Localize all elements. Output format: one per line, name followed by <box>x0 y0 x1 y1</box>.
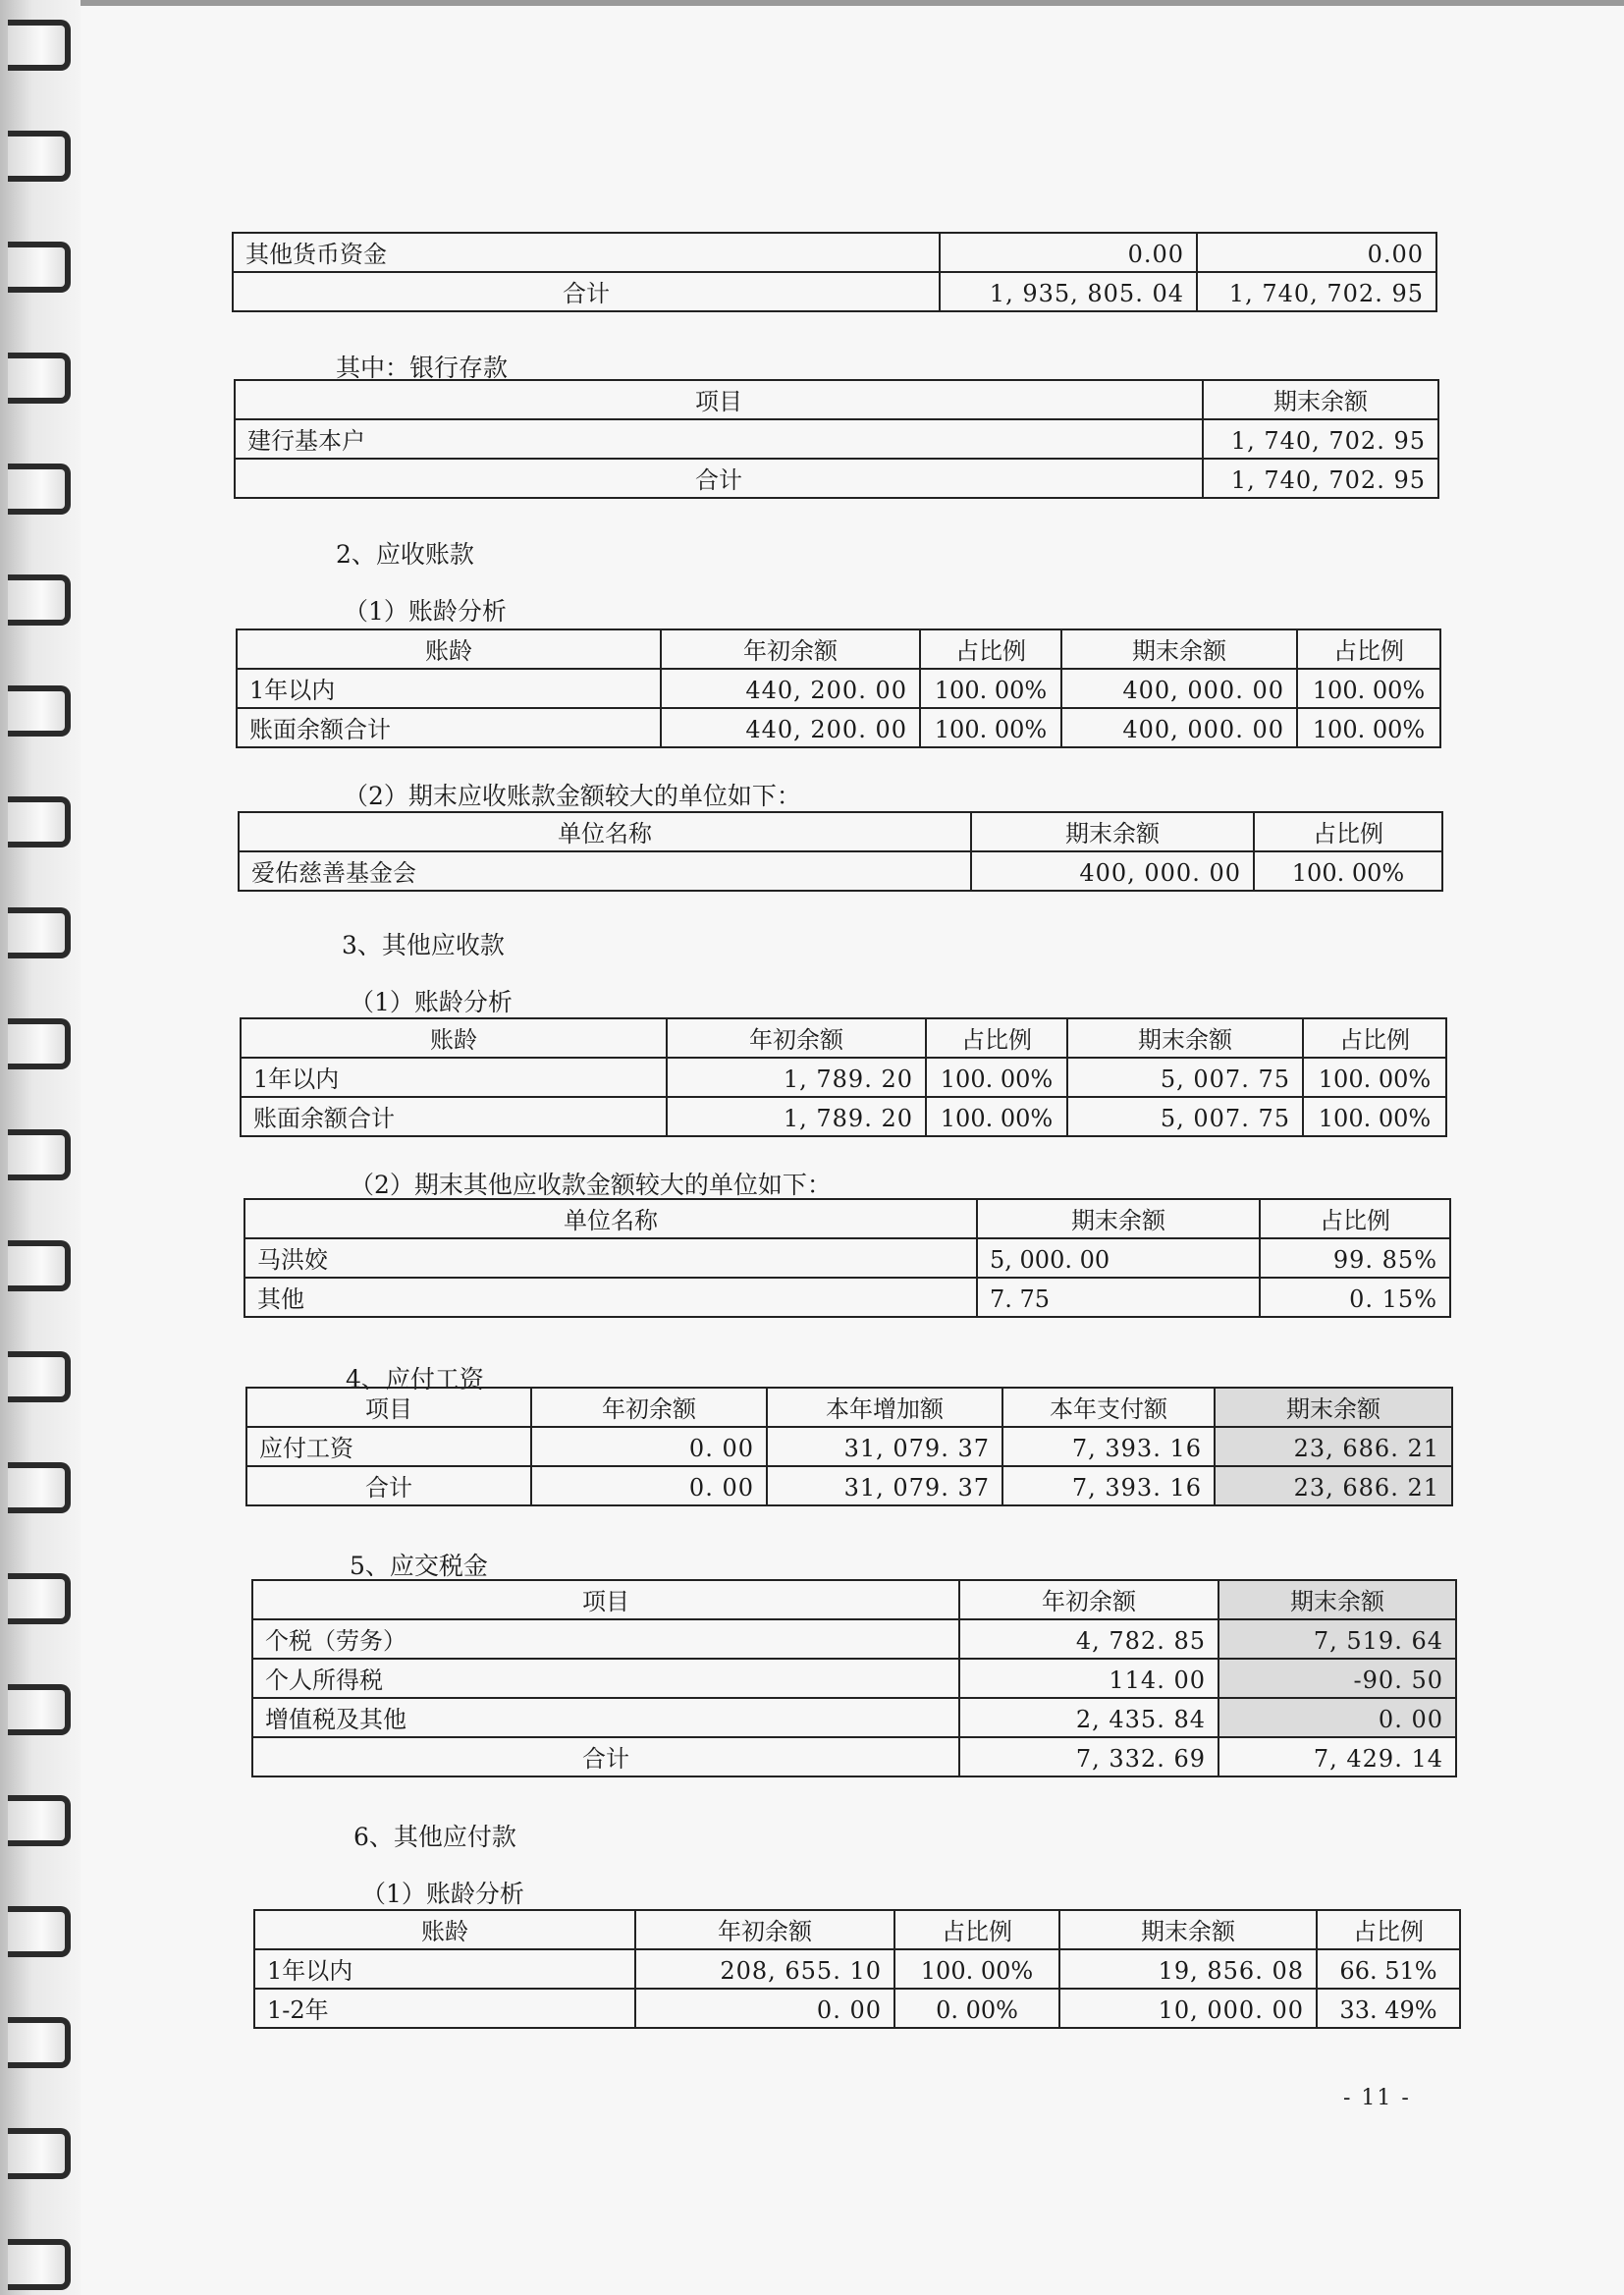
binding-ring <box>8 2017 71 2068</box>
section-title: 4、应付工资 <box>346 1365 484 1393</box>
unit-cell: 其他 <box>244 1278 977 1317</box>
table-row <box>233 233 1436 272</box>
end-pct-cell: 100. 00% <box>1297 708 1440 747</box>
begin-cell: 7, 332. 69 <box>959 1737 1218 1776</box>
pct-cell: 100. 00% <box>1254 851 1442 891</box>
paid-cell: 7, 393. 16 <box>1002 1466 1215 1505</box>
header-begin: 年初余额 <box>667 1018 926 1058</box>
subsection-caption: （2）期末应收账款金额较大的单位如下： <box>344 782 801 810</box>
begin-pct-cell: 100. 00% <box>894 1949 1059 1989</box>
begin-pct-cell: 100. 00% <box>920 708 1061 747</box>
header-item: 项目 <box>252 1580 959 1619</box>
paid-cell: 7, 393. 16 <box>1002 1427 1215 1466</box>
section-title: 5、应交税金 <box>350 1552 488 1580</box>
table-row <box>252 1737 1456 1776</box>
section-title: 3、其他应收款 <box>342 931 505 959</box>
header-increase: 本年增加额 <box>767 1388 1002 1427</box>
binding-ring <box>8 685 71 737</box>
table-row <box>252 1659 1456 1698</box>
bank-caption: 其中：银行存款 <box>336 354 509 382</box>
end-pct-cell: 100. 00% <box>1303 1058 1446 1097</box>
item-cell: 应付工资 <box>246 1427 531 1466</box>
subsection-caption: （1）账龄分析 <box>361 1880 524 1908</box>
pct-cell: 0. 15% <box>1260 1278 1450 1317</box>
begin-cell: 440, 200. 00 <box>661 669 920 708</box>
header-begin-pct: 占比例 <box>926 1018 1067 1058</box>
section-title: 2、应收账款 <box>336 540 474 569</box>
binding-ring <box>8 2239 71 2290</box>
binding-ring <box>8 1018 71 1069</box>
table-row <box>235 459 1438 498</box>
binding-ring <box>8 1795 71 1846</box>
begin-cell: 1, 789. 20 <box>667 1097 926 1136</box>
begin-balance: 0.00 <box>940 233 1197 272</box>
binding-ring <box>8 464 71 515</box>
age-cell: 账面余额合计 <box>237 708 661 747</box>
end-cell: -90. 50 <box>1218 1659 1456 1698</box>
end-balance: 0.00 <box>1197 233 1436 272</box>
header-item: 项目 <box>235 380 1203 419</box>
table-header <box>246 1388 1452 1427</box>
row-label: 其他货币资金 <box>233 233 940 272</box>
header-age: 账龄 <box>254 1910 635 1949</box>
header-pct: 占比例 <box>1260 1199 1450 1238</box>
end-cell: 7, 519. 64 <box>1218 1619 1456 1659</box>
header-begin: 年初余额 <box>661 629 920 669</box>
item-cell: 个税（劳务） <box>252 1619 959 1659</box>
begin-pct-cell: 100. 00% <box>926 1097 1067 1136</box>
binding-ring <box>8 1684 71 1735</box>
pct-cell: 99. 85% <box>1260 1238 1450 1278</box>
table-row <box>246 1466 1452 1505</box>
header-end: 期末余额 <box>1203 380 1438 419</box>
header-end: 期末余额 <box>1218 1580 1456 1619</box>
header-age: 账龄 <box>237 629 661 669</box>
binding-ring <box>8 1906 71 1957</box>
receivable-aging-table <box>236 628 1441 748</box>
end-balance: 1, 740, 702. 95 <box>1203 459 1438 498</box>
table-row <box>252 1698 1456 1737</box>
binding-ring <box>8 1240 71 1291</box>
binding-ring <box>8 1573 71 1624</box>
end-cell: 400, 000. 00 <box>1061 708 1297 747</box>
increase-cell: 31, 079. 37 <box>767 1466 1002 1505</box>
header-begin: 年初余额 <box>959 1580 1218 1619</box>
end-cell: 5, 000. 00 <box>977 1238 1260 1278</box>
other-payable-aging-table <box>253 1909 1461 2029</box>
age-cell: 1年以内 <box>237 669 661 708</box>
end-pct-cell: 100. 00% <box>1303 1097 1446 1136</box>
age-cell: 1年以内 <box>254 1949 635 1989</box>
binding-ring <box>8 2128 71 2179</box>
begin-cell: 114. 00 <box>959 1659 1218 1698</box>
page-top-edge <box>29 0 1624 6</box>
end-cell: 5, 007. 75 <box>1067 1058 1303 1097</box>
begin-cell: 2, 435. 84 <box>959 1698 1218 1737</box>
subsection-caption: （1）账龄分析 <box>350 988 513 1016</box>
begin-cell: 208, 655. 10 <box>635 1949 894 1989</box>
binding-ring <box>8 1129 71 1180</box>
age-cell: 1年以内 <box>241 1058 667 1097</box>
receivable-major-table <box>238 811 1443 892</box>
begin-cell: 1, 789. 20 <box>667 1058 926 1097</box>
table-row <box>237 669 1440 708</box>
binding-ring <box>8 574 71 626</box>
end-balance: 1, 740, 702. 95 <box>1197 272 1436 311</box>
header-end-pct: 占比例 <box>1297 629 1440 669</box>
end-cell: 7. 75 <box>977 1278 1260 1317</box>
header-age: 账龄 <box>241 1018 667 1058</box>
table-row <box>241 1097 1446 1136</box>
row-label: 建行基本户 <box>235 419 1203 459</box>
table-header <box>254 1910 1460 1949</box>
row-label: 合计 <box>233 272 940 311</box>
table-row <box>241 1058 1446 1097</box>
unit-cell: 爱佑慈善基金会 <box>239 851 971 891</box>
age-cell: 账面余额合计 <box>241 1097 667 1136</box>
table-header <box>237 629 1440 669</box>
end-cell: 5, 007. 75 <box>1067 1097 1303 1136</box>
binding-ring <box>8 20 71 71</box>
end-balance: 1, 740, 702. 95 <box>1203 419 1438 459</box>
header-unit: 单位名称 <box>239 812 971 851</box>
begin-cell: 440, 200. 00 <box>661 708 920 747</box>
binding-ring <box>8 242 71 293</box>
item-cell: 合计 <box>246 1466 531 1505</box>
header-begin-pct: 占比例 <box>920 629 1061 669</box>
section-title: 6、其他应付款 <box>353 1823 516 1851</box>
end-pct-cell: 100. 00% <box>1297 669 1440 708</box>
header-begin: 年初余额 <box>635 1910 894 1949</box>
begin-pct-cell: 100. 00% <box>920 669 1061 708</box>
header-item: 项目 <box>246 1388 531 1427</box>
begin-balance: 1, 935, 805. 04 <box>940 272 1197 311</box>
table-row <box>239 851 1442 891</box>
header-end: 期末余额 <box>1061 629 1297 669</box>
unit-cell: 马洪姣 <box>244 1238 977 1278</box>
table-row <box>246 1427 1452 1466</box>
table-row <box>254 1989 1460 2028</box>
binding-ring <box>8 796 71 847</box>
header-paid: 本年支付额 <box>1002 1388 1215 1427</box>
binding-ring <box>8 1462 71 1513</box>
page-number: - 11 - <box>1343 2086 1411 2110</box>
begin-pct-cell: 0. 00% <box>894 1989 1059 2028</box>
end-cell: 10, 000. 00 <box>1059 1989 1317 2028</box>
age-cell: 1-2年 <box>254 1989 635 2028</box>
header-begin: 年初余额 <box>531 1388 767 1427</box>
tax-table <box>251 1579 1457 1777</box>
table-header <box>252 1580 1456 1619</box>
end-cell: 19, 856. 08 <box>1059 1949 1317 1989</box>
binding-ring <box>8 353 71 404</box>
table-header <box>241 1018 1446 1058</box>
begin-cell: 0. 00 <box>531 1427 767 1466</box>
bank-table <box>234 379 1439 499</box>
begin-cell: 0. 00 <box>531 1466 767 1505</box>
payroll-table <box>245 1387 1453 1506</box>
item-cell: 增值税及其他 <box>252 1698 959 1737</box>
table-header <box>244 1199 1450 1238</box>
header-end: 期末余额 <box>1059 1910 1317 1949</box>
row-label: 合计 <box>235 459 1203 498</box>
table-row <box>235 419 1438 459</box>
header-end: 期末余额 <box>1215 1388 1452 1427</box>
table-row <box>252 1619 1456 1659</box>
binding-ring <box>8 1351 71 1402</box>
header-end: 期末余额 <box>1067 1018 1303 1058</box>
table-row <box>254 1949 1460 1989</box>
header-end-pct: 占比例 <box>1317 1910 1460 1949</box>
header-begin-pct: 占比例 <box>894 1910 1059 1949</box>
header-end: 期末余额 <box>971 812 1254 851</box>
end-cell: 400, 000. 00 <box>1061 669 1297 708</box>
table-row <box>237 708 1440 747</box>
header-pct: 占比例 <box>1254 812 1442 851</box>
end-cell: 7, 429. 14 <box>1218 1737 1456 1776</box>
table-row <box>233 272 1436 311</box>
begin-cell: 0. 00 <box>635 1989 894 2028</box>
item-cell: 个人所得税 <box>252 1659 959 1698</box>
table-header <box>235 380 1438 419</box>
end-pct-cell: 66. 51% <box>1317 1949 1460 1989</box>
binding-ring <box>8 131 71 182</box>
spiral-binding <box>0 0 81 2295</box>
binding-ring <box>8 907 71 958</box>
item-cell: 合计 <box>252 1737 959 1776</box>
increase-cell: 31, 079. 37 <box>767 1427 1002 1466</box>
header-end-pct: 占比例 <box>1303 1018 1446 1058</box>
table-row <box>244 1238 1450 1278</box>
table-header <box>239 812 1442 851</box>
end-cell: 23, 686. 21 <box>1215 1466 1452 1505</box>
end-pct-cell: 33. 49% <box>1317 1989 1460 2028</box>
end-cell: 23, 686. 21 <box>1215 1427 1452 1466</box>
other-receivable-aging-table <box>240 1017 1447 1137</box>
subsection-caption: （1）账龄分析 <box>344 597 507 626</box>
end-cell: 400, 000. 00 <box>971 851 1254 891</box>
begin-pct-cell: 100. 00% <box>926 1058 1067 1097</box>
table-row <box>244 1278 1450 1317</box>
subsection-caption: （2）期末其他应收款金额较大的单位如下： <box>350 1171 832 1199</box>
begin-cell: 4, 782. 85 <box>959 1619 1218 1659</box>
header-unit: 单位名称 <box>244 1199 977 1238</box>
other-receivable-major-table <box>244 1198 1451 1318</box>
cash-table <box>232 232 1437 312</box>
end-cell: 0. 00 <box>1218 1698 1456 1737</box>
header-end: 期末余额 <box>977 1199 1260 1238</box>
